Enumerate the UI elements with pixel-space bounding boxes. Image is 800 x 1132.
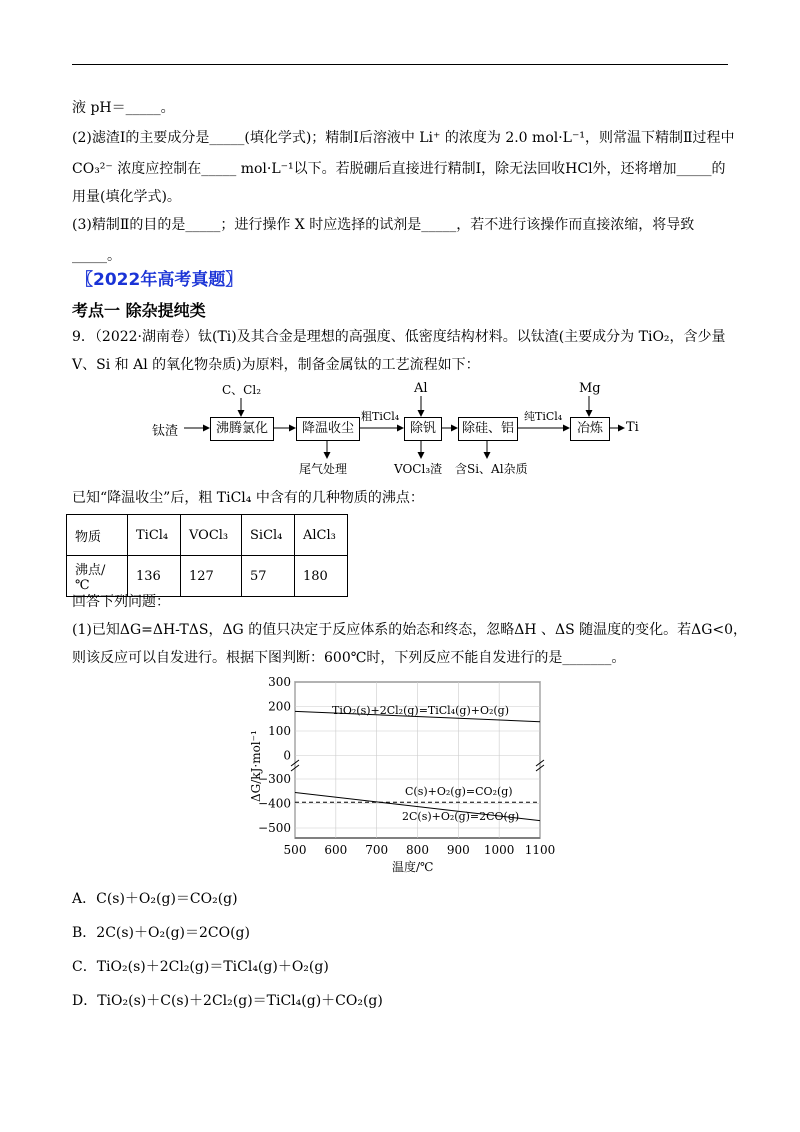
table-row [67, 556, 348, 597]
x-tick-label: 1000 [483, 843, 515, 857]
flow-end: Ti [626, 420, 639, 435]
flow-input-mg: Mg [579, 381, 601, 396]
flow-box-chlorination: 沸腾氯化 [210, 417, 274, 441]
x-tick-label: 800 [406, 843, 429, 857]
flow-box-cooling: 降温收尘 [296, 417, 360, 441]
y-axis-label: ΔG/kJ·mol⁻¹ [249, 730, 263, 802]
x-tick-label: 600 [324, 843, 348, 857]
boiling-point-table [66, 514, 348, 597]
y-tick-label: 300 [268, 675, 291, 689]
part1-text: 则该反应可以自发进行。根据下图判断：600℃时，下列反应不能自发进行的是_______。 [72, 650, 626, 666]
question-text: V、Si 和 Al 的氧化物杂质)为原料，制备金属钛的工艺流程如下： [72, 357, 480, 373]
text-line: CO₃²⁻ 浓度应控制在_____ mol·L⁻¹以下。若脱硼后直接进行精制Ⅰ，除无法回收HCl外，还将增加_____的 [72, 161, 726, 177]
flow-output-gas: 尾气处理 [299, 462, 348, 476]
section-title: 考点一 除杂提纯类 [72, 301, 206, 320]
flow-label-pure: 纯TiCl₄ [524, 410, 563, 423]
table-cell: 沸点/℃ [67, 556, 128, 597]
x-tick-label: 500 [283, 843, 307, 857]
part1-text: (1)已知ΔG=ΔH-TΔS，ΔG 的值只决定于反应体系的始态和终态，忽略ΔH 、ΔS 随温度的变化。若ΔG<0， [72, 622, 748, 638]
flow-start: 钛渣 [152, 424, 179, 439]
x-tick-label: 700 [365, 843, 389, 857]
text-line: 液 pH＝_____。 [72, 100, 175, 116]
x-tick-label: 900 [446, 843, 470, 857]
y-tick-label: −400 [258, 796, 291, 811]
table-cell: AlCl₃ [295, 515, 348, 556]
known-text: 已知“降温收尘”后，粗 TiCl₄ 中含有的几种物质的沸点： [72, 490, 424, 506]
table-cell: 136 [128, 556, 181, 597]
flow-output-vocl3: VOCl₃渣 [394, 462, 443, 476]
table-cell: VOCl₃ [181, 515, 242, 556]
y-tick-label: −300 [258, 772, 291, 786]
series-label: 2C(s)+O₂(g)=2CO(g) [402, 810, 520, 823]
series-label: TiO₂(s)+2Cl₂(g)=TiCl₄(g)+O₂(g) [332, 704, 510, 717]
text-line: (2)滤渣Ⅰ的主要成分是_____(填化学式)；精制Ⅰ后溶液中 Li⁺ 的浓度为 2.0 mol·L⁻¹，则常温下精制Ⅱ过程中 [72, 130, 735, 146]
option-c[interactable]: C．TiO₂(s)＋2Cl₂(g)＝TiCl₄(g)＋O₂(g) [72, 959, 329, 975]
option-a[interactable]: A．C(s)＋O₂(g)＝CO₂(g) [72, 891, 238, 907]
year-heading: 〖2022年高考真题〗 [76, 270, 243, 290]
table-cell: 180 [295, 556, 348, 597]
series-label: C(s)+O₂(g)=CO₂(g) [405, 785, 513, 798]
table-cell: 物质 [67, 515, 128, 556]
flow-input-al: Al [414, 381, 428, 396]
y-tick-label: 100 [268, 724, 291, 738]
table-cell: 57 [242, 556, 295, 597]
x-tick-label: 1100 [524, 843, 556, 857]
flow-box-si-al: 除硅、铝 [458, 417, 518, 441]
option-d[interactable]: D．TiO₂(s)＋C(s)＋2Cl₂(g)＝TiCl₄(g)＋CO₂(g) [72, 993, 383, 1009]
table-cell: TiCl₄ [128, 515, 181, 556]
delta-g-chart [240, 672, 560, 876]
answer-prompt: 回答下列问题： [72, 594, 170, 610]
flow-input-c-cl2: C、Cl₂ [222, 383, 262, 397]
y-tick-label: 0 [283, 748, 291, 763]
question-text: 9．（2022·湖南卷）钛(Ti)及其合金是理想的高强度、低密度结构材料。以钛渣(主要成分为 TiO₂，含少量 [72, 329, 726, 345]
option-b[interactable]: B．2C(s)＋O₂(g)＝2CO(g) [72, 925, 250, 941]
text-line: _____。 [72, 248, 121, 264]
table-cell: 127 [181, 556, 242, 597]
flow-box-vanadium: 除钒 [404, 417, 442, 441]
text-line: 用量(填化学式)。 [72, 189, 181, 205]
y-tick-label: −500 [258, 821, 291, 835]
flow-output-si-al: 含Si、Al杂质 [455, 462, 528, 476]
table-cell: SiCl₄ [242, 515, 295, 556]
y-tick-label: 200 [268, 699, 291, 714]
flow-box-smelting: 冶炼 [570, 417, 610, 441]
flow-label-crude: 粗TiCl₄ [361, 410, 400, 423]
x-axis-label: 温度/℃ [392, 860, 434, 874]
flow-arrows [0, 0, 800, 500]
table-row [67, 515, 348, 556]
text-line: (3)精制Ⅱ的目的是_____；进行操作 X 时应选择的试剂是_____，若不进行该操作而直接浓缩，将导致 [72, 217, 695, 233]
